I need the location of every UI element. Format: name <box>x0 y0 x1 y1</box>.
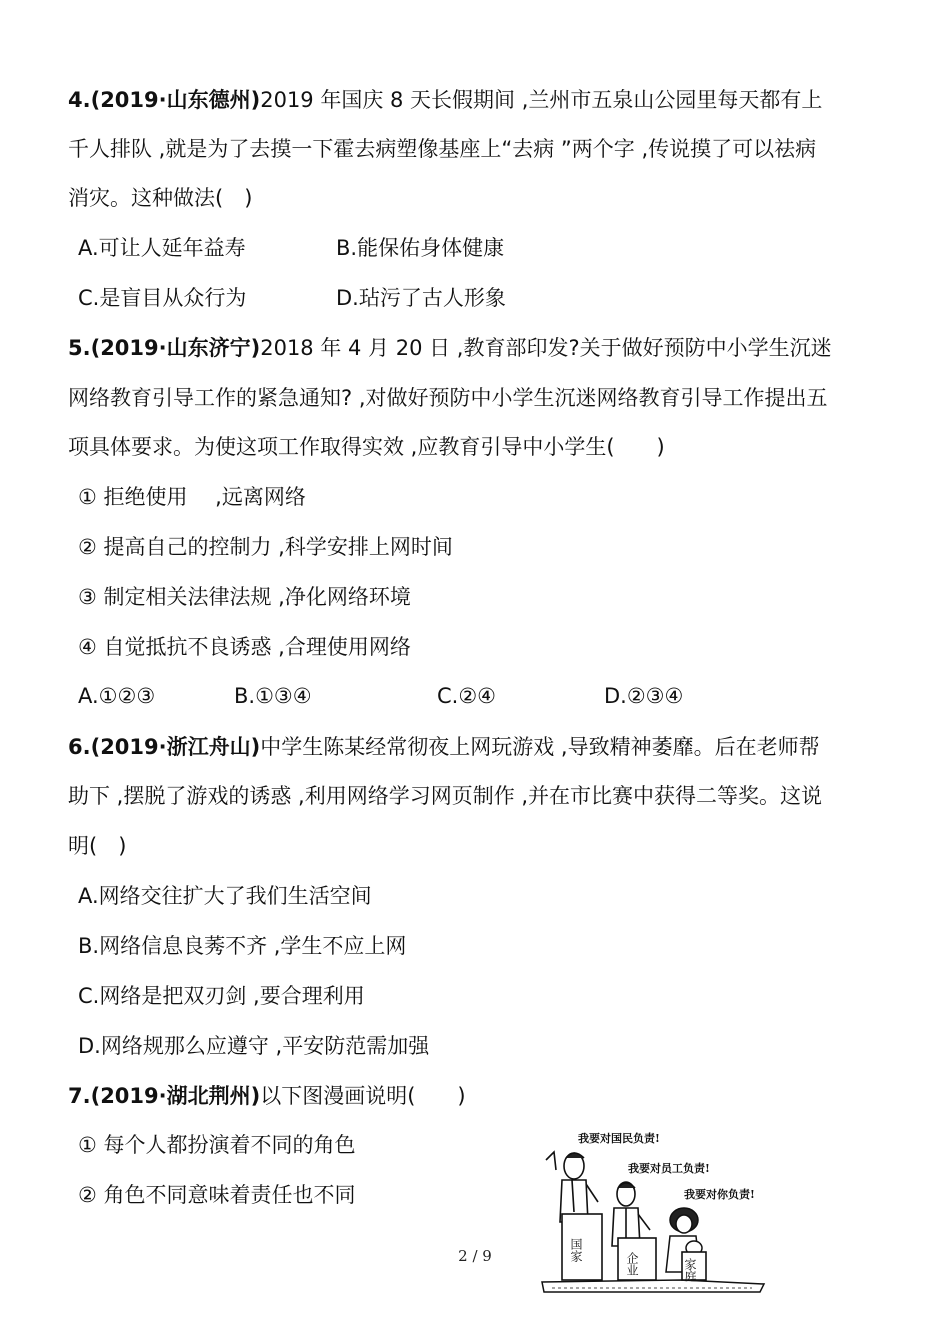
cartoon-speech-1: 我要对国民负责! <box>578 1132 660 1145</box>
q5-source: (2019·山东济宁) <box>90 336 261 360</box>
q6-line-3: 明( ) <box>68 834 127 858</box>
q7-number: 7. <box>68 1084 91 1108</box>
q7-line-1 <box>68 1082 466 1110</box>
q5-option-c: C.②④ <box>437 684 496 708</box>
q5-option-b: B.①③④ <box>234 684 312 708</box>
q7-stem: 以下图漫画说明( ) <box>260 1084 466 1108</box>
q5-option-a: A.①②③ <box>78 684 156 708</box>
q6-text-1: 中学生陈某经常彻夜上网玩游戏 ,导致精神萎靡。后在老师帮 <box>260 735 820 759</box>
q4-option-b: B.能保佑身体健康 <box>336 236 505 260</box>
q4-line-3: 消灾。这种做法( ) <box>68 186 253 210</box>
q4-text-1: 2019 年国庆 8 天长假期间 ,兰州市五泉山公园里每天都有上 <box>260 88 823 112</box>
q4-number: 4. <box>68 88 91 112</box>
q6-source: (2019·浙江舟山) <box>90 735 261 759</box>
q5-line-3: 项具体要求。为使这项工作取得实效 ,应教育引导中小学生( ) <box>68 435 665 459</box>
q5-item-4: ④ 自觉抵抗不良诱惑 ,合理使用网络 <box>78 635 411 659</box>
cartoon-sign-enterprise: 企业 <box>625 1252 639 1276</box>
q5-option-d: D.②③④ <box>604 684 684 708</box>
q4-line-1 <box>68 86 822 114</box>
q6-line-1 <box>68 733 820 761</box>
q5-number: 5. <box>68 336 91 360</box>
q4-line-2: 千人排队 ,就是为了去摸一下霍去病塑像基座上“去病 ”两个字 ,传说摸了可以祛病 <box>68 137 817 161</box>
q5-line-1 <box>68 334 832 362</box>
cartoon-sign-nation: 国家 <box>569 1238 583 1262</box>
q4-source: (2019·山东德州) <box>90 88 261 112</box>
q6-line-2: 助下 ,摆脱了游戏的诱惑 ,利用网络学习网页制作 ,并在市比赛中获得二等奖。这说 <box>68 784 823 808</box>
q6-option-c: C.网络是把双刃剑 ,要合理利用 <box>78 984 365 1008</box>
cartoon-speech-3: 我要对你负责! <box>684 1188 755 1201</box>
q4-option-d: D.玷污了古人形象 <box>336 286 506 310</box>
q5-item-3: ③ 制定相关法律法规 ,净化网络环境 <box>78 585 411 609</box>
q6-option-b: B.网络信息良莠不齐 ,学生不应上网 <box>78 934 407 958</box>
q6-number: 6. <box>68 735 91 759</box>
cartoon-figure-nation <box>546 1152 598 1222</box>
page-number: 2 / 9 <box>458 1247 492 1265</box>
q4-option-a: A.可让人延年益寿 <box>78 236 246 260</box>
q7-source: (2019·湖北荆州) <box>90 1084 261 1108</box>
q5-item-2: ② 提高自己的控制力 ,科学安排上网时间 <box>78 535 453 559</box>
q5-item-1: ① 拒绝使用 ,远离网络 <box>78 485 306 509</box>
cartoon-speech-2: 我要对员工负责! <box>628 1162 710 1175</box>
q5-line-2: 网络教育引导工作的紧急通知? ,对做好预防中小学生沉迷网络教育引导工作提出五 <box>68 386 828 410</box>
q5-text-1: 2018 年 4 月 20 日 ,教育部印发?关于做好预防中小学生沉迷 <box>260 336 832 360</box>
q7-item-2: ② 角色不同意味着责任也不同 <box>78 1183 356 1207</box>
cartoon-illustration <box>532 1122 772 1294</box>
cartoon-base <box>542 1280 764 1292</box>
q6-option-a: A.网络交往扩大了我们生活空间 <box>78 884 372 908</box>
q4-option-c: C.是盲目从众行为 <box>78 286 247 310</box>
q6-option-d: D.网络规那么应遵守 ,平安防范需加强 <box>78 1034 430 1058</box>
cartoon-sign-family: 家庭 <box>683 1258 697 1282</box>
cartoon-figure-enterprise <box>612 1182 650 1246</box>
q7-item-1: ① 每个人都扮演着不同的角色 <box>78 1133 356 1157</box>
